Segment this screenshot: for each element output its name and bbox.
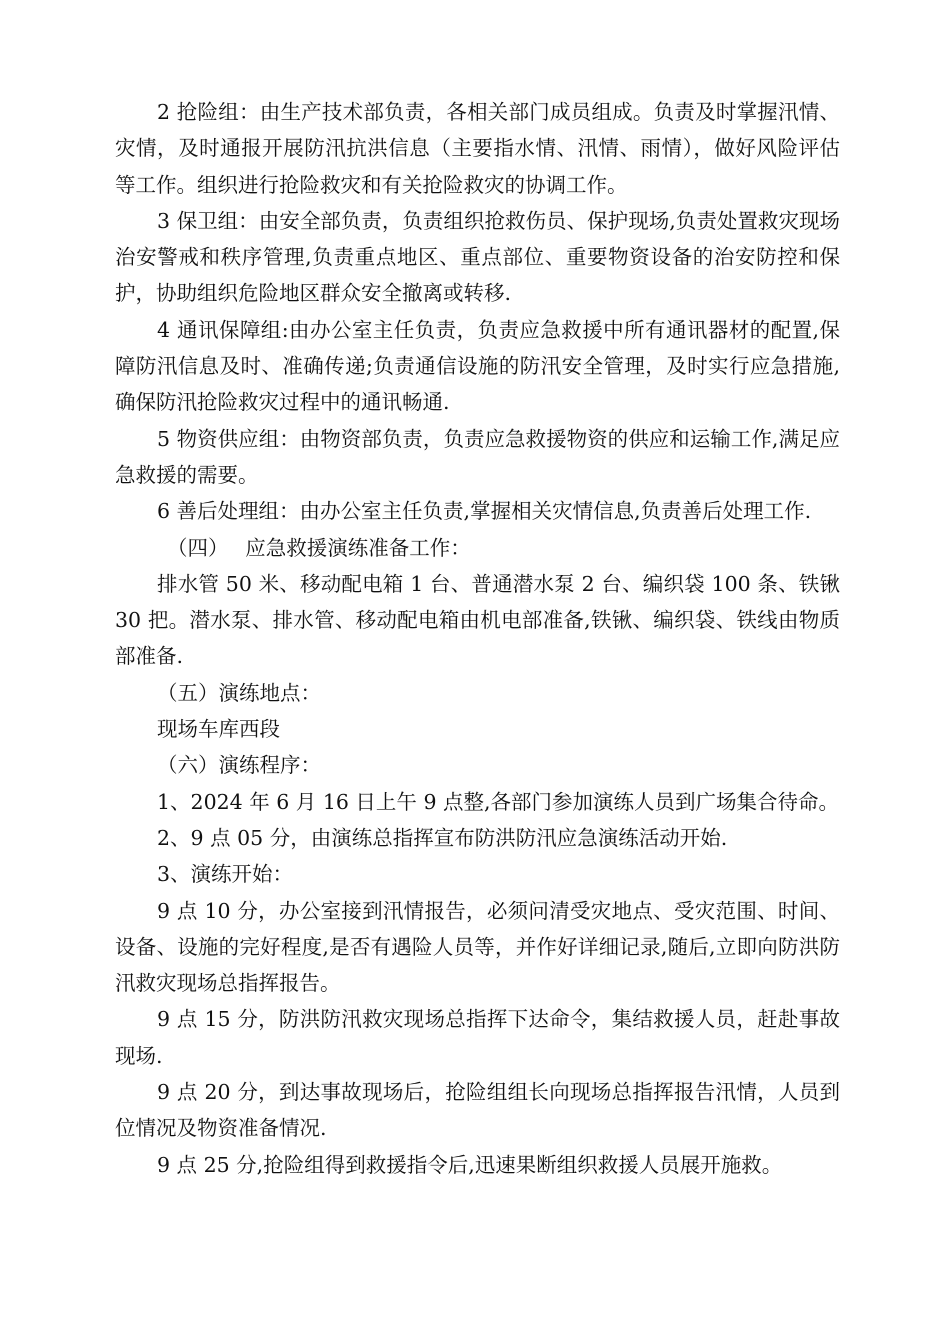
section-heading-location: （五）演练地点： (157, 680, 321, 705)
timeline-0925: 9 点 25 分,抢险组得到救援指令后,迅速果断组织救援人员展开施救。 (157, 1152, 783, 1177)
paragraph-communication-team: 4 通讯保障组:由办公室主任负责，负责应急救援中所有通讯器材的配置,保障防汛信息及时、准确传递;负责通信设施的防汛安全管理，及时实行应急措施,确保防汛抢险救灾过程中的通讯畅通. (115, 317, 840, 415)
timeline-0920: 9 点 20 分，到达事故现场后，抢险组组长向现场总指挥报告汛情，人员到位情况及物资准备情况. (115, 1080, 840, 1141)
section-heading-procedure: （六）演练程序： (157, 753, 321, 778)
timeline-0915: 9 点 15 分，防洪防汛救灾现场总指挥下达命令，集结救援人员，赶赴事故现场. (115, 1007, 840, 1068)
timeline-0910: 9 点 10 分，办公室接到汛情报告，必须问清受灾地点、受灾范围、时间、设备、设施的完好程度,是否有遇险人员等，并作好详细记录,随后,立即向防洪防汛救灾现场总指挥报告。 (115, 898, 840, 996)
paragraph-aftermath-team: 6 善后处理组：由办公室主任负责,掌握相关灾情信息,负责善后处理工作. (157, 499, 812, 524)
paragraph-location: 现场车库西段 (157, 717, 280, 742)
procedure-step-1: 1、2024 年 6 月 16 日上午 9 点整,各部门参加演练人员到广场集合待命。 (157, 789, 840, 814)
section-heading-preparation: （四） 应急救援演练准备工作： (167, 535, 471, 560)
paragraph-supply-team: 5 物资供应组：由物资部负责，负责应急救援物资的供应和运输工作,满足应急救援的需要。 (115, 426, 840, 487)
paragraph-rescue-team: 2 抢险组：由生产技术部负责，各相关部门成员组成。负责及时掌握汛情、灾情，及时通报开展防汛抗洪信息（主要指水情、汛情、雨情），做好风险评估等工作。组织进行抢险救灾和有关抢险救灾的协调工作。 (115, 100, 840, 197)
paragraph-security-team: 3 保卫组：由安全部负责，负责组织抢救伤员、保护现场,负责处置救灾现场治安警戒和秩序管理,负责重点地区、重点部位、重要物资设备的治安防控和保护，协助组织危险地区群众安全撤离或转移. (115, 208, 840, 306)
paragraph-equipment: 排水管 50 米、移动配电箱 1 台、普通潜水泵 2 台、编织袋 100 条、铁锹 30 把。潜水泵、排水管、移动配电箱由机电部准备,铁锹、编织袋、铁线由物质部准备. (115, 571, 840, 669)
document-body (115, 94, 840, 1183)
procedure-step-2: 2、9 点 05 分，由演练总指挥宣布防洪防汛应急演练活动开始. (157, 825, 728, 850)
procedure-step-3: 3、演练开始： (157, 862, 294, 887)
